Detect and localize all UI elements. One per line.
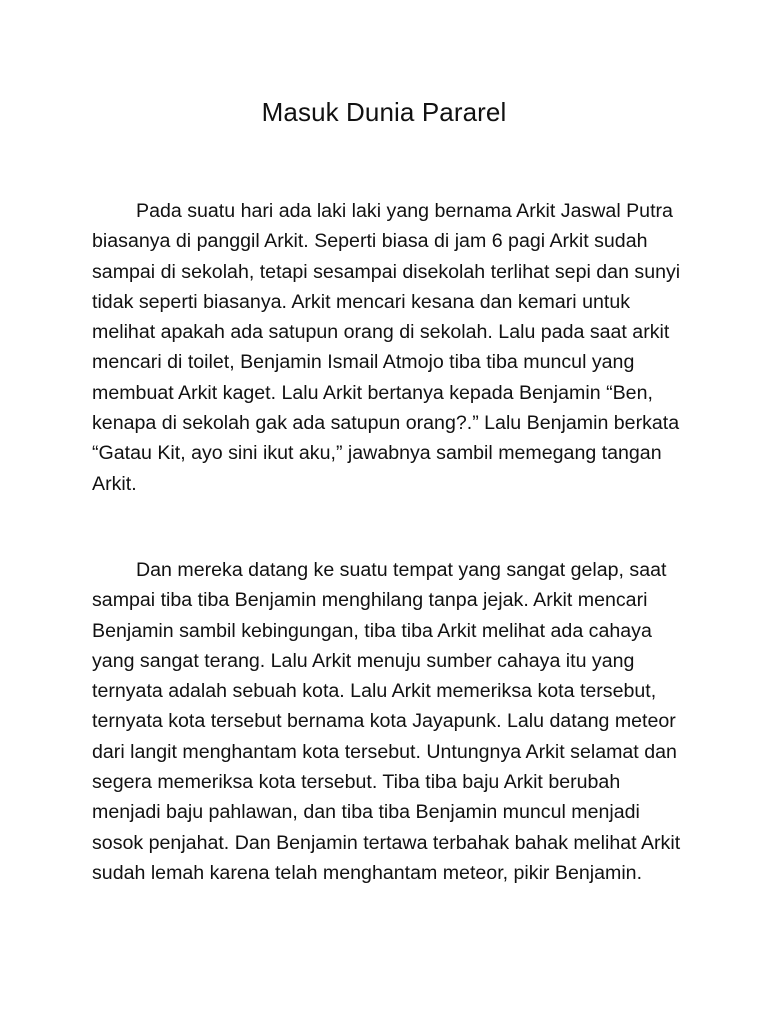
paragraph-2: Dan mereka datang ke suatu tempat yang sangat gelap, saat sampai tiba tiba Benjamin menghilang tanpa jejak. Arkit mencari Benjamin sambil kebingungan, tiba tiba Arkit melihat ada cahaya yang sangat terang. Lalu Arkit menuju sumber cahaya itu yang ternyata adalah sebuah kota. Lalu Arkit memeriksa kota tersebut, ternyata kota tersebut bernama kota Jayapunk. Lalu datang meteor dari langit menghantam kota tersebut. Untungnya Arkit selamat dan segera memeriksa kota tersebut. Tiba tiba baju Arkit berubah menjadi baju pahlawan, dan tiba tiba Benjamin muncul menjadi sosok penjahat. Dan Benjamin tertawa terbahak bahak melihat Arkit sudah lemah karena telah menghantam meteor, pikir Benjamin. <box>92 559 681 884</box>
paragraph-block-1 <box>92 196 684 499</box>
paragraph-block-2 <box>92 555 684 888</box>
document-title: Masuk Dunia Pararel <box>261 97 507 127</box>
paragraph-1: Pada suatu hari ada laki laki yang bernama Arkit Jaswal Putra biasanya di panggil Arkit. Seperti biasa di jam 6 pagi Arkit sudah sampai di sekolah, tetapi sesampai disekolah terlihat sepi dan sunyi tidak seperti biasanya. Arkit mencari kesana dan kemari untuk melihat apakah ada satupun orang di sekolah. Lalu pada saat arkit mencari di toilet, Benjamin Ismail Atmojo tiba tiba muncul yang membuat Arkit kaget. Lalu Arkit bertanya kepada Benjamin “Ben, kenapa di sekolah gak ada satupun orang?.” Lalu Benjamin berkata “Gatau Kit, ayo sini ikut aku,” jawabnya sambil memegang tangan Arkit. <box>92 200 681 495</box>
